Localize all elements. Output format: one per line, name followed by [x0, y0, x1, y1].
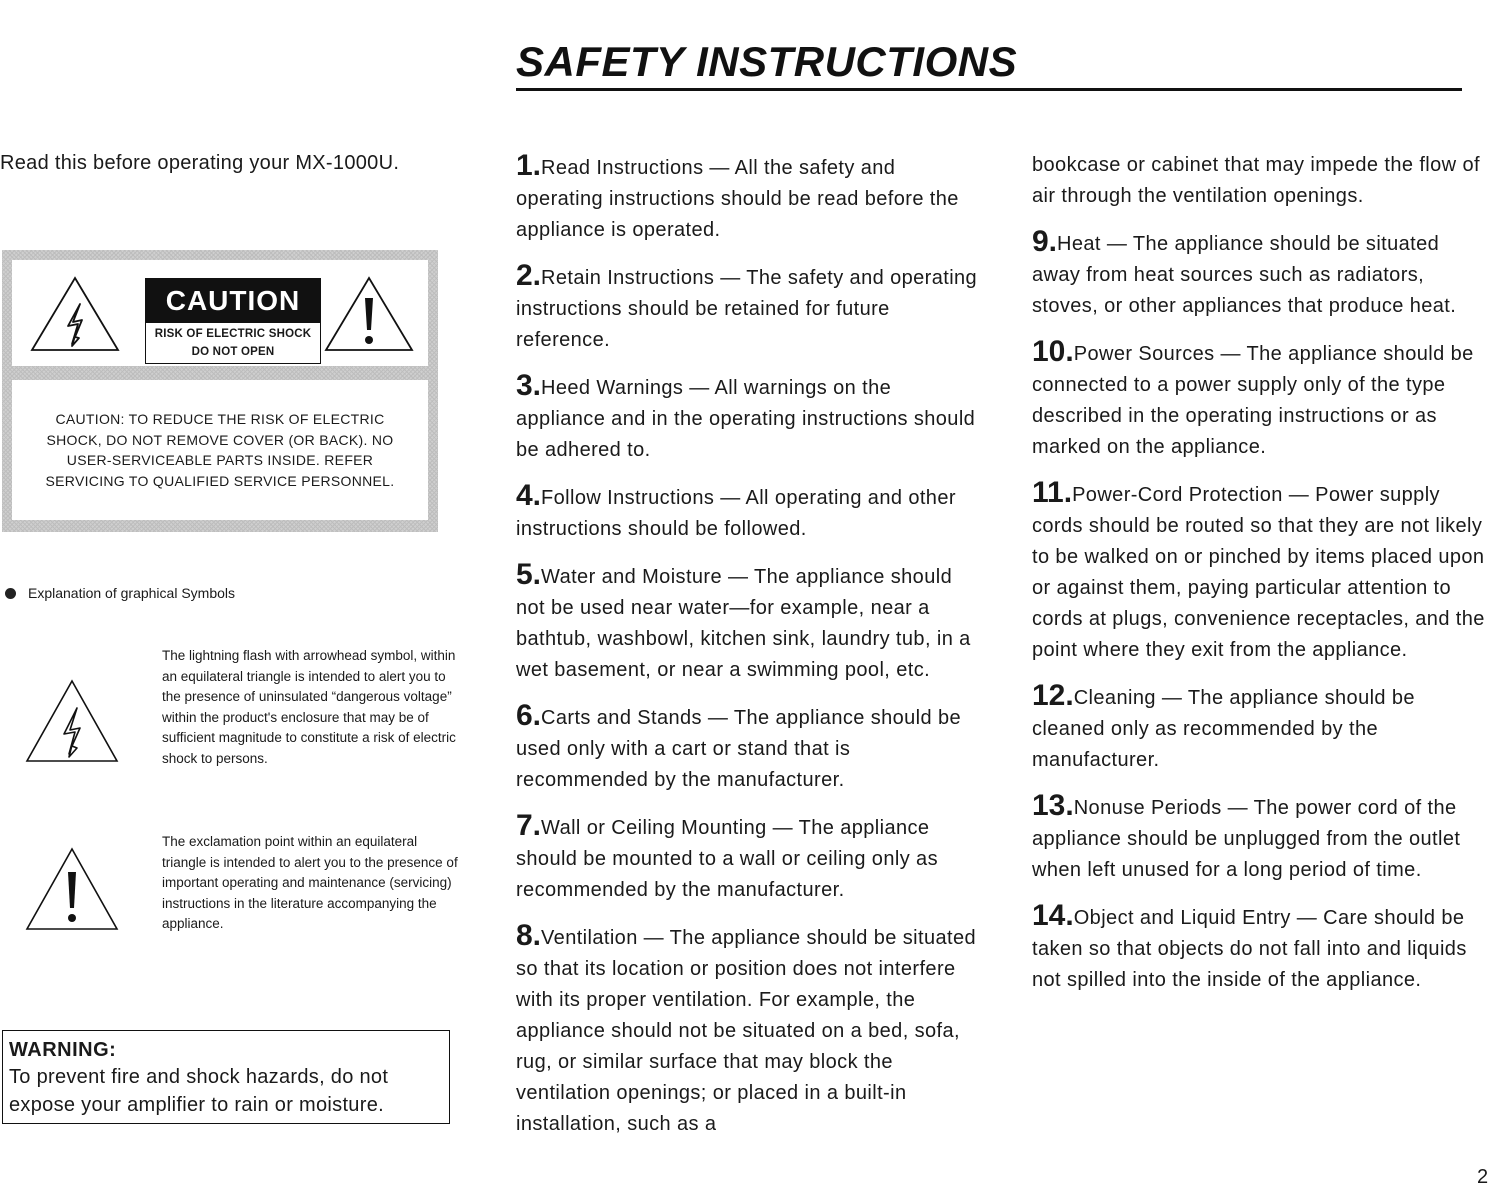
- bullet-icon: [5, 588, 16, 599]
- caution-text-box: [12, 380, 428, 520]
- instruction-text: Heed Warnings — All warnings on the appliance and in the operating instructions should be adhered to.: [516, 377, 976, 461]
- instruction-text: Carts and Stands — The appliance should be used only with a cart or stand that is recommended by the manufacturer.: [516, 707, 962, 791]
- page-title: SAFETY INSTRUCTIONS: [516, 38, 1018, 85]
- instruction-number: 12.: [1032, 679, 1074, 712]
- instruction-number: 2.: [516, 259, 542, 292]
- instruction-number: 10.: [1032, 335, 1074, 368]
- instruction-number: 13.: [1032, 789, 1074, 822]
- title-underline: [516, 88, 1462, 91]
- warning-text: To prevent fire and shock hazards, do not expose your amplifier to rain or moisture.: [9, 1066, 389, 1116]
- instructions-column-right: [1032, 150, 1490, 1010]
- instruction-item: [516, 150, 978, 246]
- instruction-text: Ventilation — The appliance should be situated so that its location or position does not interfere with its proper ventilation. For example, the appliance should not be situated on a bed, sofa, rug, or similar surface that may block the ventilation openings; or placed in a built-in installation, such as a: [516, 927, 977, 1135]
- page-number: 2: [1477, 1166, 1489, 1188]
- instruction-text: Cleaning — The appliance should be cleaned only as recommended by the manufacturer.: [1032, 687, 1415, 771]
- instruction-number: 4.: [516, 479, 542, 512]
- instruction-item: [516, 920, 978, 1140]
- exclamation-triangle-icon: [24, 846, 120, 932]
- instruction-number: 11.: [1032, 476, 1073, 509]
- instruction-text: Power Sources — The appliance should be connected to a power supply only of the type described in the operating instructions or as marked on the appliance.: [1032, 343, 1474, 458]
- instruction-item: [516, 480, 978, 545]
- caution-heading: CAUTION: [146, 279, 320, 323]
- instruction-text: Heat — The appliance should be situated away from heat sources such as radiators, stoves, or other appliances that produce heat.: [1032, 233, 1457, 317]
- instruction-item: [516, 810, 978, 906]
- instruction-text: Wall or Ceiling Mounting — The appliance should be mounted to a wall or ceiling only as recommended by the manufacturer.: [516, 817, 938, 901]
- instruction-item: [1032, 477, 1490, 666]
- instructions-column-middle: [516, 150, 978, 1154]
- caution-line-2: DO NOT OPEN: [191, 346, 275, 358]
- instruction-item: [1032, 680, 1490, 776]
- warning-box: [2, 1030, 450, 1124]
- instruction-number: 3.: [516, 369, 542, 402]
- instruction-text: Object and Liquid Entry — Care should be taken so that objects do not fall into and liquids not spilled into the inside of the appliance.: [1032, 907, 1467, 991]
- caution-text: CAUTION: TO REDUCE THE RISK OF ELECTRIC SHOCK, DO NOT REMOVE COVER (OR BACK). NO USER-SERVICEABLE PARTS INSIDE. REFER SERVICING TO QUALIFIED SERVICE PERSONNEL.: [45, 411, 395, 489]
- instruction-item: [516, 700, 978, 796]
- instruction-number: 1.: [516, 149, 542, 182]
- instruction-number: 7.: [516, 809, 542, 842]
- instruction-item: [516, 260, 978, 356]
- instruction-number: 6.: [516, 699, 542, 732]
- instruction-item: [1032, 226, 1490, 322]
- instruction-text: Power-Cord Protection — Power supply cords should be routed so that they are not likely to be walked on or pinched by items placed upon or against them, paying particular attention to cords at plugs, convenience receptacles, and the point where they exit from the appliance.: [1032, 484, 1485, 661]
- instruction-text: Read Instructions — All the safety and operating instructions should be read before the appliance is operated.: [516, 157, 959, 241]
- instruction-number: 8.: [516, 919, 542, 952]
- lightning-symbol-explanation: The lightning flash with arrowhead symbol, within an equilateral triangle is intended to alert you to the presence of uninsulated “dangerous voltage” within the product's enclosure that may be of sufficient magnitude to constitute a risk of electric shock to persons.: [162, 648, 456, 766]
- symbols-title: Explanation of graphical Symbols: [28, 585, 236, 601]
- intro-text: Read this before operating your MX-1000U.: [0, 152, 400, 174]
- instruction-number: 5.: [516, 558, 542, 591]
- instruction-item: [1032, 790, 1490, 886]
- exclamation-symbol-explanation: The exclamation point within an equilateral triangle is intended to alert you to the presence of important operating and maintenance (servicing) instructions in the literature accompanying the appliance.: [162, 834, 458, 931]
- caution-panel: [2, 250, 438, 532]
- caution-line-1: RISK OF ELECTRIC SHOCK: [154, 328, 312, 340]
- instruction-item: [516, 559, 978, 686]
- instruction-text: Water and Moisture — The appliance should not be used near water—for example, near a bathtub, washbowl, kitchen sink, laundry tub, in a wet basement, or near a swimming pool, etc.: [516, 566, 971, 681]
- caution-symbol-area: [12, 260, 428, 366]
- instruction-item: [1032, 900, 1490, 996]
- instruction-number: 9.: [1032, 225, 1058, 258]
- lightning-triangle-icon: [24, 678, 120, 764]
- instruction-text: Follow Instructions — All operating and other instructions should be followed.: [516, 487, 956, 540]
- instruction-number: 14.: [1032, 899, 1074, 932]
- caution-label: [145, 278, 321, 364]
- instruction-text: Retain Instructions — The safety and operating instructions should be retained for future reference.: [516, 267, 978, 351]
- instruction-text: Nonuse Periods — The power cord of the appliance should be unplugged from the outlet when left unused for a long period of time.: [1032, 797, 1461, 881]
- exclamation-triangle-icon: [322, 274, 416, 354]
- lightning-triangle-icon: [28, 274, 122, 354]
- continuation-text: bookcase or cabinet that may impede the flow of air through the ventilation openings.: [1032, 154, 1480, 207]
- instruction-item: [1032, 336, 1490, 463]
- warning-title: WARNING:: [9, 1039, 117, 1061]
- instruction-item: [516, 370, 978, 466]
